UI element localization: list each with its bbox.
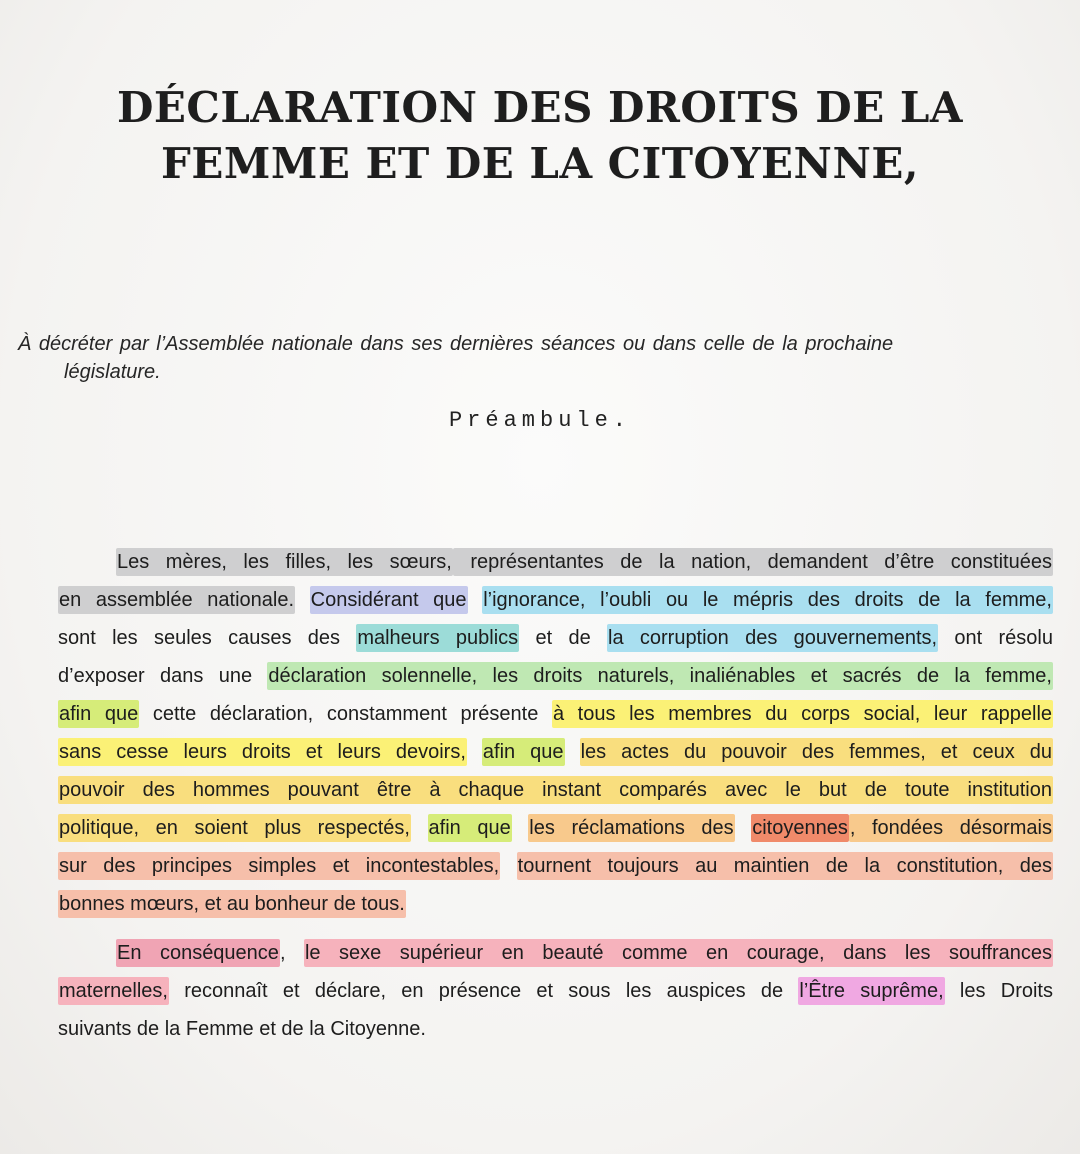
- highlight-salmon: sur des principes simples et incontestables,: [58, 852, 500, 880]
- text-line: [58, 1010, 1053, 1048]
- text-line: [58, 934, 1053, 972]
- text-line: [58, 619, 1053, 657]
- text-run: ,: [279, 942, 304, 964]
- text-run: et de: [519, 627, 607, 649]
- highlight-salmon: bonnes mœurs, et au bonheur de tous.: [58, 890, 406, 918]
- highlight-lime: afin que: [482, 738, 565, 766]
- text-line: [58, 733, 1053, 771]
- highlight-magenta: l’Être suprême,: [798, 977, 944, 1005]
- text-line: [58, 581, 1053, 619]
- text-run: reconnaît et déclare, en présence et sous les auspices de: [168, 980, 799, 1002]
- text-run: [512, 817, 529, 839]
- text-run: [500, 855, 516, 877]
- text-line: [58, 695, 1053, 733]
- document-subtitle: [18, 330, 1028, 386]
- text-run: [467, 741, 482, 763]
- title-line-1: DÉCLARATION DES DROITS DE LA: [116, 83, 963, 132]
- preamble-paragraph-1: [58, 543, 1053, 923]
- text-run: [565, 741, 580, 763]
- highlight-gold: politique, en soient plus respectés,: [58, 814, 411, 842]
- text-run: d’exposer dans une: [58, 665, 268, 687]
- highlight-green: déclaration solennelle, les droits naturels, inaliénables et sacrés de la femme,: [267, 662, 1053, 690]
- highlight-grey: Les mères, les filles, les sœurs,: [116, 548, 453, 576]
- highlight-blue: la corruption des gouvernements,: [607, 624, 938, 652]
- text-line: [58, 885, 1053, 923]
- highlight-pink: le sexe supérieur en beauté comme en courage, dans les souffrances: [304, 939, 1053, 967]
- highlight-gold: les actes du pouvoir des femmes, et ceux du: [580, 738, 1053, 766]
- highlight-red: citoyennes: [751, 814, 849, 842]
- subtitle-line-2: législature.: [64, 361, 161, 383]
- highlight-pink: maternelles,: [58, 977, 169, 1005]
- highlight-orange: les réclamations des: [528, 814, 734, 842]
- highlight-orange: , fondées désormais: [849, 814, 1053, 842]
- highlight-rose: En conséquence: [116, 939, 280, 967]
- text-line: [58, 771, 1053, 809]
- highlight-grey: représentantes de la nation, demandent d’être constituées: [453, 548, 1053, 576]
- text-run: [295, 589, 310, 611]
- text-run: suivants de la Femme et de la Citoyenne.: [58, 1018, 426, 1040]
- highlight-grey: en assemblée nationale.: [58, 586, 295, 614]
- text-run: les Droits: [944, 980, 1053, 1002]
- text-run: [468, 589, 483, 611]
- highlight-gold: pouvoir des hommes pouvant être à chaque instant comparés avec le but de toute institution: [58, 776, 1053, 804]
- text-run: cette déclaration, constamment présente: [139, 703, 552, 725]
- text-run: [735, 817, 752, 839]
- text-line: [58, 972, 1053, 1010]
- text-run: sont les seules causes des: [58, 627, 357, 649]
- highlight-salmon: tournent toujours au maintien de la constitution, des: [517, 852, 1053, 880]
- subtitle-line-1: À décréter par l’Assemblée nationale dans ses dernières séances ou dans celle de la prochaine: [18, 333, 894, 355]
- preamble-heading: Préambule.: [448, 408, 632, 433]
- highlight-lime: afin que: [428, 814, 512, 842]
- text-run: [411, 817, 428, 839]
- title-line-2: FEMME ET DE LA CITOYENNE,: [161, 139, 919, 188]
- highlight-lime: afin que: [58, 700, 139, 728]
- text-line: [58, 543, 1053, 581]
- highlight-lavender: Considérant que: [310, 586, 468, 614]
- highlight-blue: l’ignorance, l’oubli ou le mépris des droits de la femme,: [482, 586, 1053, 614]
- text-line: [58, 809, 1053, 847]
- text-line: [58, 847, 1053, 885]
- highlight-yellow: sans cesse leurs droits et leurs devoirs,: [58, 738, 467, 766]
- highlight-teal: malheurs publics: [356, 624, 519, 652]
- document-title: [0, 80, 1080, 192]
- text-run: ont résolu: [938, 627, 1053, 649]
- preamble-paragraph-2: [58, 934, 1053, 1048]
- highlight-yellow: à tous les membres du corps social, leur rappelle: [552, 700, 1053, 728]
- text-line: [58, 657, 1053, 695]
